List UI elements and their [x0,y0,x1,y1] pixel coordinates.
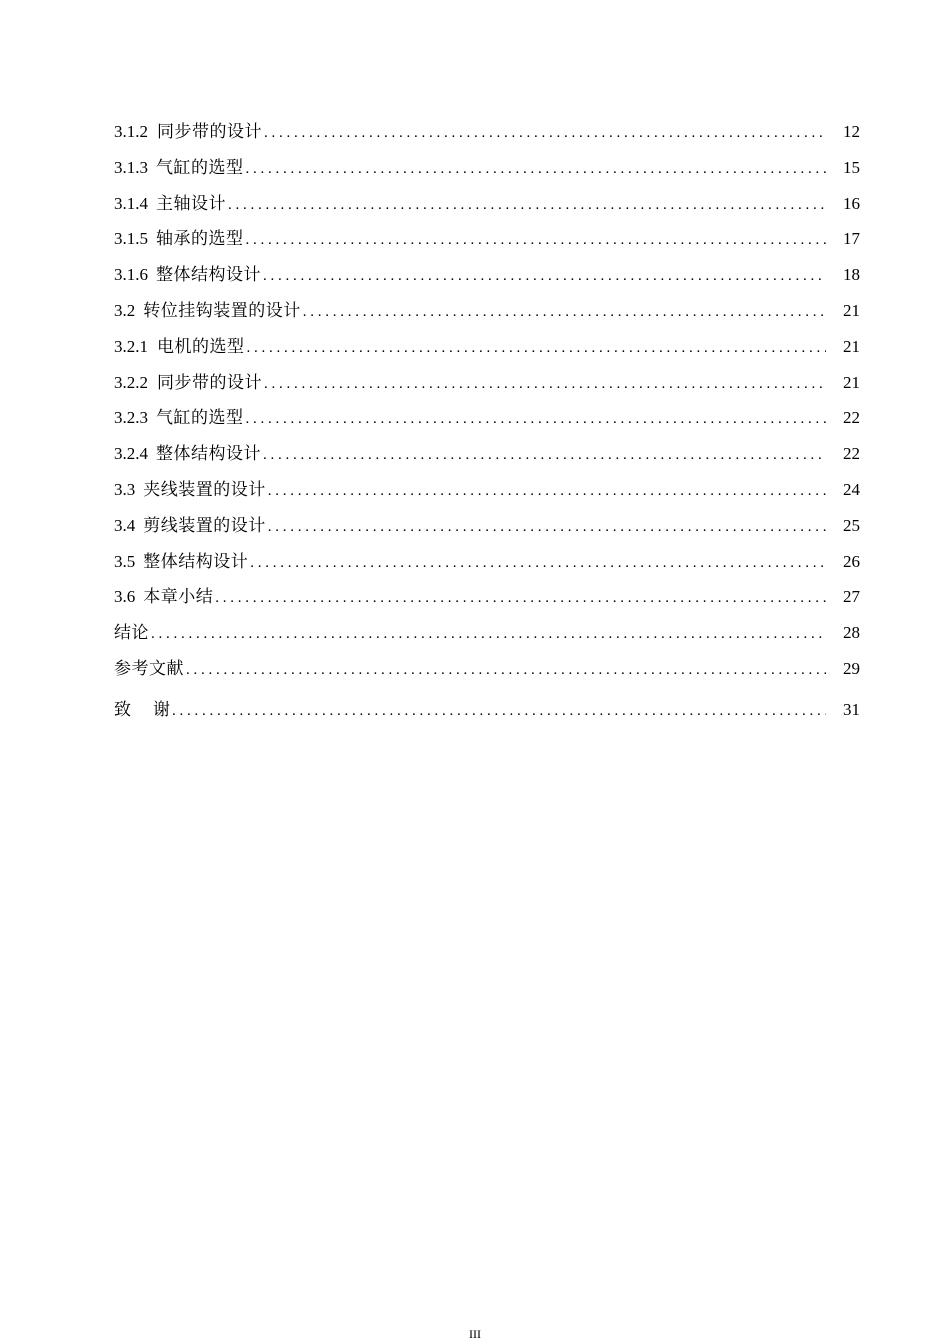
toc-entry-page: 28 [843,623,860,643]
toc-entry-number: 3.1.4 [114,193,148,213]
toc-entry-page: 17 [843,229,860,249]
toc-entry-3-2-1[interactable] [114,329,860,365]
toc-entry-number: 3.2.4 [114,444,148,464]
toc-entry-title-part2: 谢 [153,699,170,719]
toc-entry-references[interactable] [114,651,860,687]
dot-leader [303,295,826,331]
toc-entry-3-2[interactable] [114,293,860,329]
dot-leader [264,116,826,152]
dot-leader [263,438,826,474]
toc-entry-page: 21 [843,336,860,356]
toc-entry-title: 转位挂钩装置的设计 [143,300,301,320]
toc-entry-number: 3.5 [114,551,136,571]
toc-entry-number: 3.1.5 [114,229,148,249]
toc-entry-title: 本章小结 [143,587,214,607]
toc-entry-3-2-2[interactable] [114,365,860,401]
toc-entry-number: 3.2 [114,300,136,320]
toc-entry-title: 剪线装置的设计 [143,515,266,535]
toc-entry-number: 3.2.3 [114,408,148,428]
toc-entry-page: 25 [843,515,860,535]
toc-entry-page: 22 [843,444,860,464]
toc-entry-3-1-3[interactable] [114,150,860,186]
toc-entry-page: 24 [843,479,860,499]
toc-entry-title: 气缸的选型 [156,408,244,428]
toc-entry-title: 夹线装置的设计 [143,479,266,499]
toc-entry-page: 26 [843,551,860,571]
toc-entry-3-4[interactable] [114,508,860,544]
toc-entry-acknowledgements[interactable] [114,687,860,728]
toc-entry-number: 3.4 [114,515,136,535]
toc-entry-title: 气缸的选型 [156,157,244,177]
toc-entry-title [114,687,170,733]
toc-entry-page: 21 [843,300,860,320]
toc-entry-title: 同步带的设计 [157,122,262,141]
toc-entry-number: 3.6 [114,587,136,607]
toc-entry-3-3[interactable] [114,472,860,508]
toc-entry-3-1-2[interactable] [114,114,860,150]
dot-leader [263,259,826,295]
toc-entry-title: 轴承的选型 [156,229,244,249]
toc-entry-number: 3.2.1 [114,336,148,356]
toc-entry-3-2-4[interactable] [114,436,860,472]
toc-entry-page: 18 [843,265,860,285]
toc-entry-3-2-3[interactable] [114,400,860,436]
dot-leader [264,367,826,403]
toc-entry-page: 12 [843,122,860,141]
toc-entry-number: 3.1.6 [114,265,148,285]
dot-leader [228,188,826,224]
dot-leader [215,581,826,617]
toc-entry-title: 参考文献 [114,658,184,678]
toc-entry-title: 整体结构设计 [143,551,249,571]
toc-entry-title: 整体结构设计 [156,265,261,285]
page-number: III [469,1327,481,1341]
table-of-contents [114,114,860,728]
toc-entry-conclusion[interactable] [114,615,860,651]
toc-entry-page: 29 [843,658,860,678]
dot-leader [186,653,826,689]
toc-entry-title: 整体结构设计 [156,444,261,464]
toc-entry-number: 3.1.2 [114,122,148,141]
toc-entry-title: 结论 [114,623,149,643]
dot-leader [246,223,827,259]
toc-entry-number: 3.1.3 [114,157,148,177]
dot-leader [246,152,827,188]
toc-entry-title-part1: 致 [114,699,131,719]
toc-entry-3-1-5[interactable] [114,221,860,257]
toc-entry-3-1-6[interactable] [114,257,860,293]
toc-entry-page: 16 [843,193,860,213]
toc-entry-page: 31 [843,699,860,719]
toc-entry-3-5[interactable] [114,544,860,580]
dot-leader [250,546,826,582]
toc-entry-page: 22 [843,408,860,428]
toc-entry-page: 15 [843,157,860,177]
dot-leader [246,402,827,438]
dot-leader [151,617,826,653]
dot-leader [172,688,826,734]
dot-leader [247,331,827,367]
dot-leader [268,474,826,510]
toc-entry-page: 27 [843,587,860,607]
toc-entry-number: 3.3 [114,479,136,499]
toc-entry-title: 电机的选型 [157,336,245,356]
toc-entry-page: 21 [843,372,860,392]
toc-entry-3-6[interactable] [114,579,860,615]
dot-leader [268,510,826,546]
toc-entry-number: 3.2.2 [114,372,148,392]
toc-entry-3-1-4[interactable] [114,186,860,222]
toc-entry-title: 主轴设计 [156,193,226,213]
toc-entry-title: 同步带的设计 [157,372,262,392]
